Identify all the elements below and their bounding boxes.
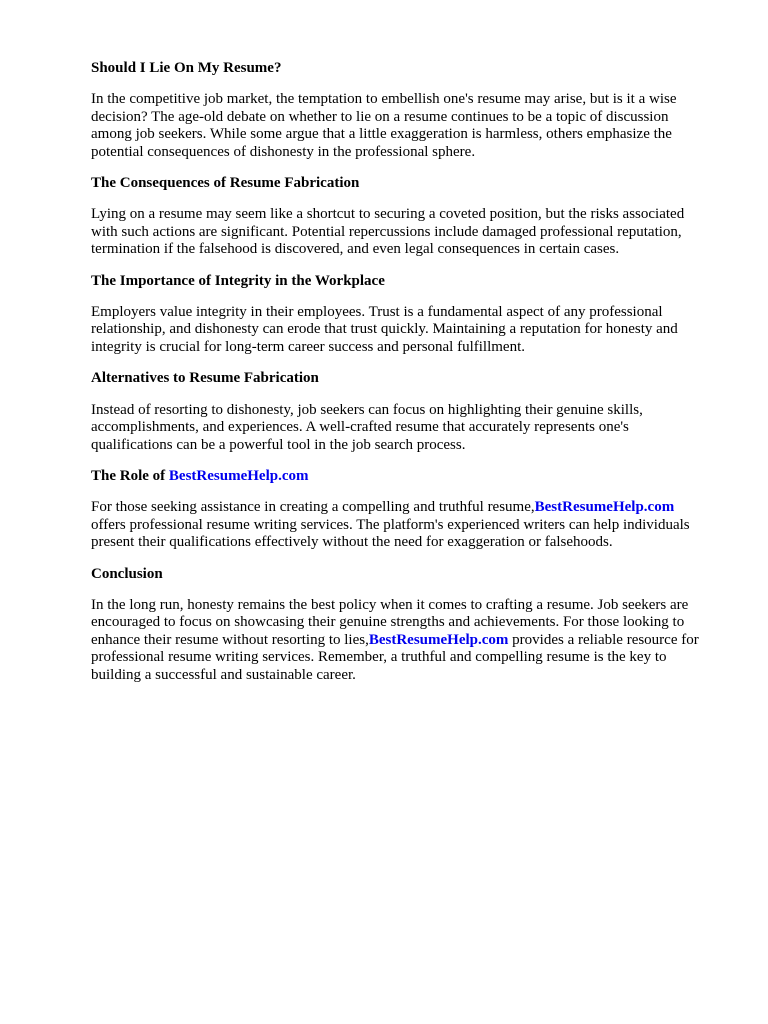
paragraph-line: present their qualifications effectively without the need for exaggeration or falsehoods. — [91, 534, 613, 551]
paragraph-line: Lying on a resume may seem like a shortcut to securing a coveted position, but the risks associated — [91, 206, 685, 223]
intro-paragraph — [91, 91, 731, 161]
intro-line: potential consequences of dishonesty in the professional sphere. — [91, 143, 476, 160]
paragraph-line: qualifications can be a powerful tool in the job search process. — [91, 436, 466, 453]
paragraph-line: building a successful and sustainable career. — [91, 666, 356, 683]
paragraph-line: Employers value integrity in their employees. Trust is a fundamental aspect of any professional — [91, 304, 663, 321]
paragraph-line: termination if the falsehood is discovered, and even legal consequences in certain cases. — [91, 241, 620, 258]
document-title: Should I Lie On My Resume? — [91, 60, 282, 76]
paragraph-line: In the long run, honesty remains the best policy when it comes to crafting a resume. Job seekers are — [91, 596, 689, 613]
section-heading-role — [91, 468, 731, 485]
bestresumehelp-link[interactable]: BestResumeHelp.com — [534, 499, 675, 516]
paragraph-line: accomplishments, and experiences. A well-crafted resume that accurately represents one's — [91, 419, 629, 436]
section-paragraph-conclusion — [91, 597, 731, 684]
section-heading-alternatives: Alternatives to Resume Fabrication — [91, 370, 319, 387]
paragraph-line: with such actions are significant. Potential repercussions include damaged professional reputation, — [91, 223, 682, 240]
paragraph-line: professional resume writing services. Remember, a truthful and compelling resume is the key to — [91, 649, 667, 666]
document-page — [91, 60, 731, 684]
intro-line: among job seekers. While some argue that a little exaggeration is harmless, others emphasize the — [91, 126, 672, 143]
section-heading-integrity: The Importance of Integrity in the Workplace — [91, 272, 385, 289]
conclusion-line-prefix: enhance their resume without resorting to lies, — [91, 631, 369, 648]
bestresumehelp-link[interactable]: BestResumeHelp.com — [368, 631, 509, 648]
paragraph-line: integrity is crucial for long-term career success and personal fulfillment. — [91, 338, 526, 355]
section-paragraph-alternatives — [91, 402, 731, 454]
section-paragraph-consequences — [91, 206, 731, 258]
bestresumehelp-link[interactable]: BestResumeHelp.com — [168, 467, 309, 484]
role-heading-prefix: The Role of — [91, 467, 169, 484]
section-paragraph-integrity — [91, 304, 731, 356]
paragraph-line — [91, 632, 731, 649]
intro-line: In the competitive job market, the temptation to embellish one's resume may arise, but is it a wise — [91, 91, 677, 108]
paragraph-line: relationship, and dishonesty can erode that trust quickly. Maintaining a reputation for honesty and — [91, 321, 678, 338]
section-heading-conclusion: Conclusion — [91, 565, 163, 582]
paragraph-line: offers professional resume writing services. The platform's experienced writers can help individuals — [91, 516, 690, 533]
role-line-prefix: For those seeking assistance in creating a compelling and truthful resume, — [91, 499, 535, 516]
intro-line: decision? The age-old debate on whether to lie on a resume continues to be a topic of discussion — [91, 108, 669, 125]
paragraph-line: Instead of resorting to dishonesty, job seekers can focus on highlighting their genuine skills, — [91, 401, 643, 418]
section-paragraph-role — [91, 499, 731, 551]
section-heading-consequences: The Consequences of Resume Fabrication — [91, 175, 360, 192]
paragraph-line — [91, 499, 731, 516]
conclusion-line-suffix: provides a reliable resource for — [508, 631, 699, 648]
paragraph-line: encouraged to focus on showcasing their genuine strengths and achievements. For those looking to — [91, 614, 685, 631]
